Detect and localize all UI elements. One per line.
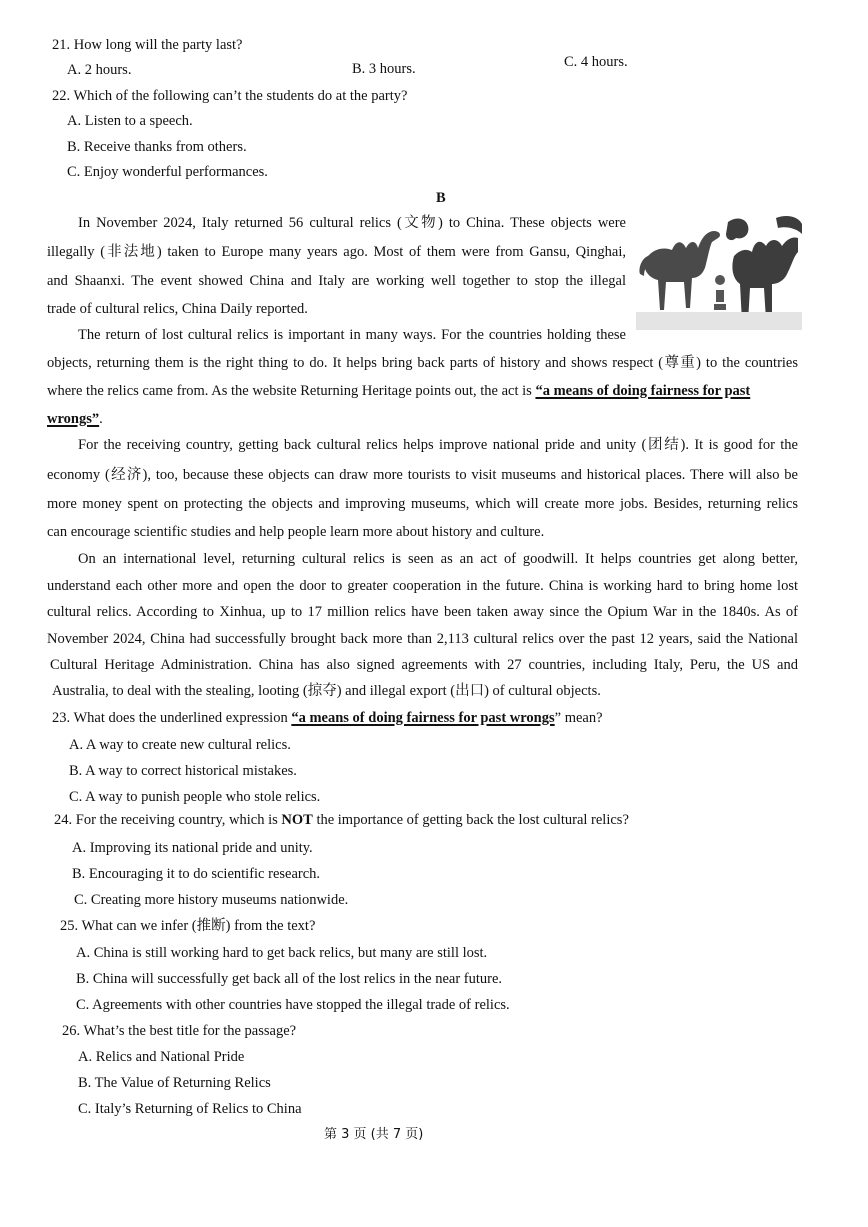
- passage-p2-line-1: The return of lost cultural relics is important in many ways. For the countries holding these: [78, 327, 626, 343]
- camel-relics-photo: [636, 212, 802, 330]
- q26-option-c[interactable]: C. Italy’s Returning of Relics to China: [78, 1101, 302, 1117]
- passage-p4-line-2: understand each other more and open the door to greater cooperation in the future. China is working hard to bring home lost: [47, 578, 798, 594]
- passage-p1-line-3: and Shaanxi. The event showed China and Italy are working well together to stop the illegal: [47, 273, 626, 289]
- q23-option-a[interactable]: A. A way to create new cultural relics.: [69, 737, 291, 753]
- passage-p4-line-1: On an international level, returning cultural relics is seen as an act of goodwill. It helps countries get along better,: [78, 551, 798, 567]
- q21-question: 21. How long will the party last?: [52, 37, 243, 53]
- q21-option-a[interactable]: A. 2 hours.: [67, 62, 132, 78]
- q23-question-post: ” mean?: [554, 710, 603, 726]
- passage-p4-line-4: November 2024, China had successfully brought back more than 2,113 cultural relics over the past 12 years, said the National: [47, 631, 798, 647]
- q23-option-b[interactable]: B. A way to correct historical mistakes.: [69, 763, 297, 779]
- q23-question: [52, 711, 603, 726]
- q24-not-emphasis: NOT: [281, 812, 313, 828]
- passage-p2-line-3: [47, 384, 750, 399]
- q25-option-a[interactable]: A. China is still working hard to get back relics, but many are still lost.: [76, 945, 488, 961]
- passage-p4-line-6: Australia, to deal with the stealing, looting (掠夺) and illegal export (出口) of cultural objects.: [52, 683, 601, 699]
- passage-p2-line-2: objects, returning them is the right thing to do. It helps bring back parts of history and shows respect (尊重) to the countries: [47, 355, 798, 371]
- passage-p4-line-5: Cultural Heritage Administration. China has also signed agreements with 27 countries, including Italy, Peru, the US and: [50, 657, 798, 673]
- q26-question: 26. What’s the best title for the passage?: [62, 1023, 297, 1039]
- passage-p4-line-3: cultural relics. According to Xinhua, up to 17 million relics have been taken away since the Opium War in the 1840s. As of: [47, 604, 798, 620]
- passage-p3-line-2: economy (经济), too, because these objects can draw more tourists to visit museums and historical places. There will also be: [47, 467, 798, 483]
- q24-question-post: the importance of getting back the lost cultural relics?: [312, 812, 629, 828]
- section-label: B: [436, 190, 446, 206]
- q22-option-b[interactable]: B. Receive thanks from others.: [67, 139, 247, 155]
- q22-question: 22. Which of the following can’t the students do at the party?: [52, 88, 408, 104]
- q21-option-c[interactable]: C. 4 hours.: [564, 54, 628, 70]
- q24-option-c[interactable]: C. Creating more history museums nationwide.: [74, 892, 349, 908]
- underlined-expression: “a means of doing fairness for past: [535, 383, 751, 399]
- passage-p2-period: .: [99, 411, 103, 427]
- q23-underlined-phrase: “a means of doing fairness for past wrongs: [291, 710, 555, 726]
- q22-option-a[interactable]: A. Listen to a speech.: [67, 113, 193, 129]
- passage-p1-line-2: illegally (非法地) taken to Europe many years ago. Most of them were from Gansu, Qinghai,: [47, 244, 626, 260]
- underlined-expression-end: wrongs”: [47, 411, 100, 427]
- q22-option-c[interactable]: C. Enjoy wonderful performances.: [67, 164, 268, 180]
- q21-option-b[interactable]: B. 3 hours.: [352, 61, 416, 77]
- q25-option-b[interactable]: B. China will successfully get back all of the lost relics in the near future.: [76, 971, 503, 987]
- passage-p2-line-4: [47, 412, 103, 427]
- q23-question-pre: 23. What does the underlined expression: [52, 710, 292, 726]
- q24-option-a[interactable]: A. Improving its national pride and unity.: [72, 840, 313, 856]
- q24-question-pre: 24. For the receiving country, which is: [54, 812, 282, 828]
- q24-option-b[interactable]: B. Encouraging it to do scientific research.: [72, 866, 321, 882]
- q24-question: [54, 813, 629, 828]
- passage-p3-line-3: more money spent on protecting the objects and improving museums, which will create more jobs. Besides, returning relics: [47, 496, 798, 512]
- q26-option-a[interactable]: A. Relics and National Pride: [78, 1049, 245, 1065]
- page-number-footer: 第 3 页 (共 7 页): [324, 1127, 424, 1142]
- passage-p1-line-4: trade of cultural relics, China Daily reported.: [47, 301, 308, 317]
- passage-p1-line-1: In November 2024, Italy returned 56 cultural relics (文物) to China. These objects were: [78, 215, 626, 231]
- q25-question: 25. What can we infer (推断) from the text?: [60, 918, 316, 934]
- q25-option-c[interactable]: C. Agreements with other countries have stopped the illegal trade of relics.: [76, 997, 510, 1013]
- passage-p2-line-3-text: where the relics came from. As the website Returning Heritage points out, the act is: [47, 383, 536, 399]
- q26-option-b[interactable]: B. The Value of Returning Relics: [78, 1075, 271, 1091]
- passage-p3-line-4: can encourage scientific studies and help people learn more about history and culture.: [47, 524, 545, 540]
- camel-relics-icon: [636, 212, 802, 330]
- q23-option-c[interactable]: C. A way to punish people who stole relics.: [69, 789, 321, 805]
- passage-p3-line-1: For the receiving country, getting back cultural relics helps improve national pride and unity (团结). It is good for the: [78, 437, 798, 453]
